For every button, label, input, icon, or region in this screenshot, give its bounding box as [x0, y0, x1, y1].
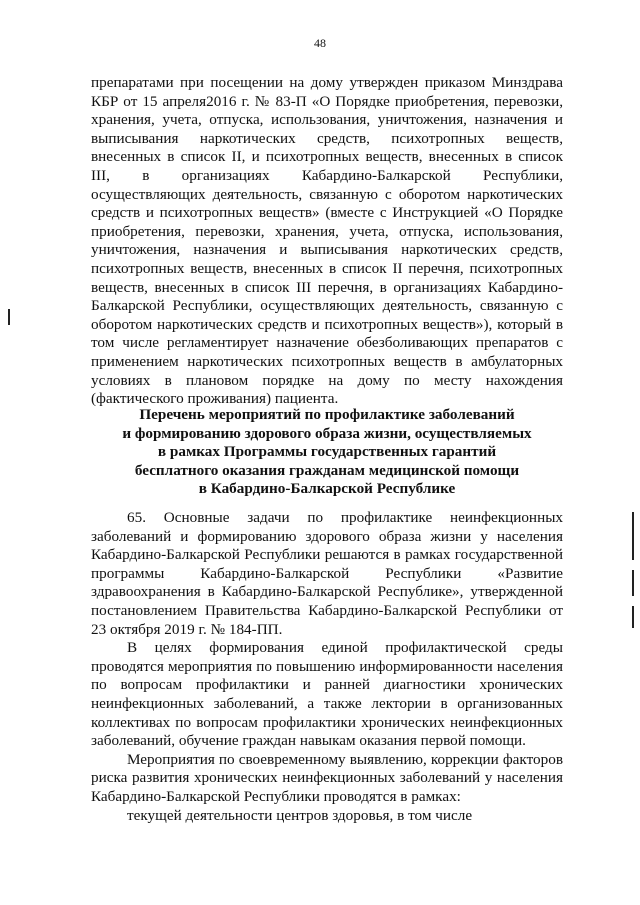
continued-paragraph-block — [91, 74, 563, 409]
heading-line: и формированию здорового образа жизни, осуществляемых — [122, 424, 532, 442]
section-heading — [91, 406, 563, 499]
paragraph-health-centers: текущей деятельности центров здоровья, в том числе — [127, 806, 473, 824]
heading-line: бесплатного оказания гражданам медицинской помощи — [134, 461, 520, 479]
paragraph-prevention-environment: В целях формирования единой профилактической среды проводятся мероприятия по повышению информированности населения по вопросам профилактики и ранней диагностики хронических неинфекционных заболеваний, а также лектории в организованных коллективах по вопросам профилактики хронических неинфекционных заболеваний, обучение граждан навыкам оказания первой помощи. — [91, 639, 563, 750]
right-margin-mark-1 — [632, 512, 634, 560]
paragraph-65: 65. Основные задачи по профилактике неинфекционных заболеваний и формированию здорового образа жизни у населения Кабардино-Балкарской Республики решаются в рамках государственной программы Кабардино-Балкарской Республики «Развитие здравоохранения в Кабардино-Балкарской Республике», утвержденной постановлением Правительства Кабардино-Балкарской Республики от 23 октября 2019 г. № 184-ПП. — [91, 509, 563, 638]
left-margin-mark — [8, 309, 10, 325]
heading-line: в рамках Программы государственных гарантий — [157, 443, 497, 461]
heading-line: в Кабардино-Балкарской Республике — [198, 480, 456, 498]
paragraph-risk-factors: Мероприятия по своевременному выявлению, коррекции факторов риска развития хронических неинфекционных заболеваний у населения Кабардино-Балкарской Республики проводятся в рамках: — [91, 750, 563, 805]
page-number: 48 — [314, 36, 326, 50]
body-text — [91, 509, 563, 825]
right-margin-mark-2 — [632, 570, 634, 596]
heading-line: Перечень мероприятий по профилактике заболеваний — [139, 406, 515, 423]
right-margin-mark-3 — [632, 606, 634, 628]
continued-paragraph: препаратами при посещении на дому утвержден приказом Минздрава КБР от 15 апреля2016 г. № 83-П «О Порядке приобретения, перевозки, хранения, учета, отпуска, использования, уничтожения, назначения и выписывания наркотических средств, психотропных веществ, внесенных в список II, и психотропных веществ, внесенных в список III, в организациях Кабардино-Балкарской Республики, осуществляющих деятельность, связанную с оборотом наркотических средств и психотропных веществ» (вместе с Инструкцией «О Порядке приобретения, перевозки, хранения, учета, отпуска, использования, уничтожения, назначения и выписывания наркотических средств, психотропных веществ, внесенных в список II перечня, психотропных веществ, внесенных в список III перечня, в организациях Кабардино-Балкарской Республики, осуществляющих деятельность, связанную с оборотом наркотических средств и психотропных веществ»), который в том числе регламентирует назначение обезболивающих препаратов с применением наркотических психотропных веществ в амбулаторных условиях в плановом порядке на дому по месту нахождения (фактического проживания) пациента. — [91, 74, 563, 408]
